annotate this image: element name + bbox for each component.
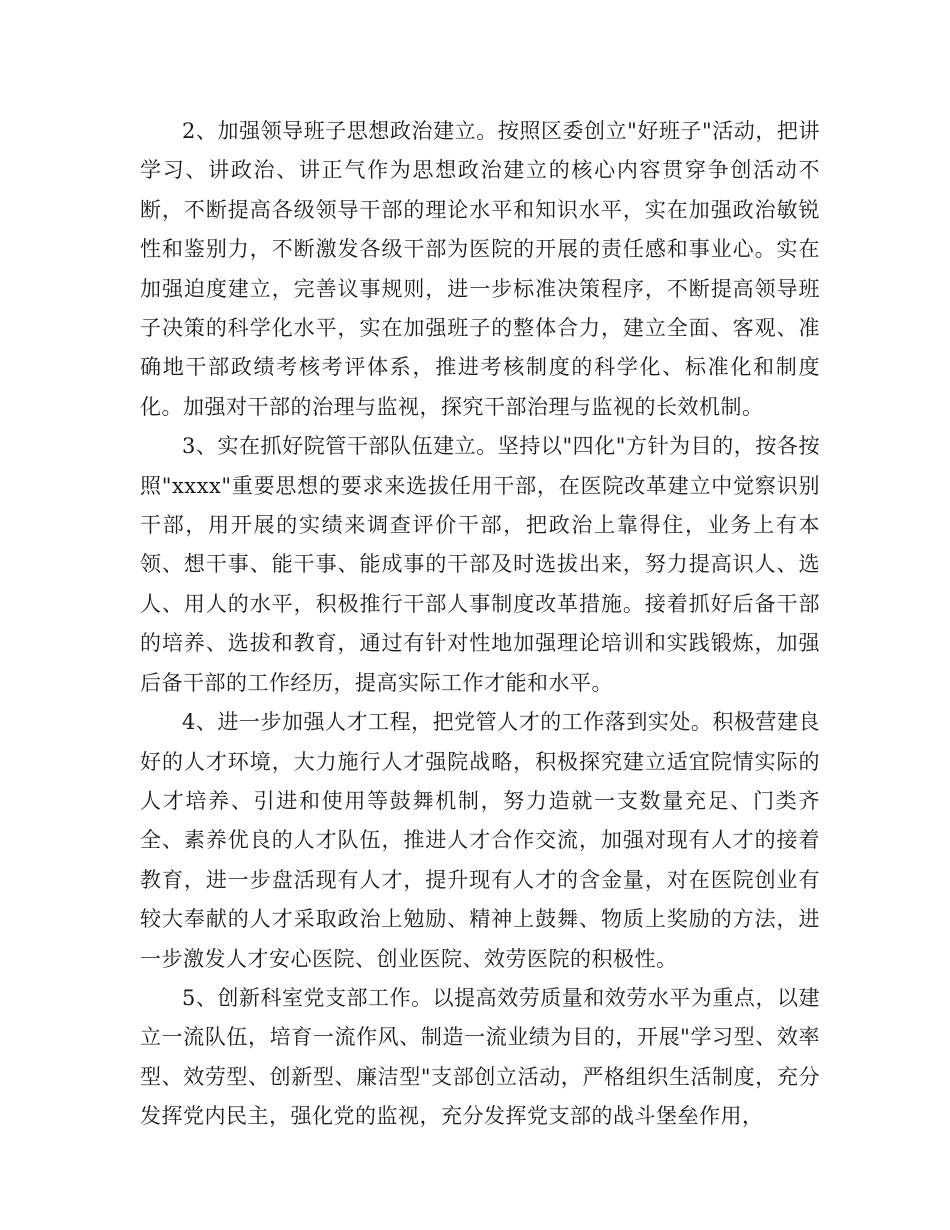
paragraph-leadership-building: 2、加强领导班子思想政治建立。按照区委创立"好班子"活动，把讲学习、讲政治、讲正气作为思想政治建立的核心内容贯穿争创活动不断，不断提高各级领导干部的理论水平和知识水平，实在加强政治敏锐性和鉴别力，不断激发各级干部为医院的开展的责任感和事业心。实在加强迫度建立，完善议事规则，进一步标准决策程序，不断提高领导班子决策的科学化水平，实在加强班子的整体合力，建立全面、客观、准确地干部政绩考核考评体系，推进考核制度的科学化、标准化和制度化。加强对干部的治理与监视，探究干部治理与监视的长效机制。 xyxy=(140,119,820,419)
paragraph-party-branch: 5、创新科室党支部工作。以提高效劳质量和效劳水平为重点，以建立一流队伍，培育一流作风、制造一流业绩为目的，开展"学习型、效率型、效劳型、创新型、廉洁型"支部创立活动，严格组织生活制度，充分发挥党内民主，强化党的监视，充分发挥党支部的战斗堡垒作用， xyxy=(140,985,820,1129)
paragraph-cadre-team: 3、实在抓好院管干部队伍建立。坚持以"四化"方针为目的，按各按照"xxxx"重要思想的要求来选拔任用干部，在医院改革建立中觉察识别干部，用开展的实绩来调查评价干部，把政治上靠得住，业务上有本领、想干事、能干事、能成事的干部及时选拔出来，努力提高识人、选人、用人的水平，积极推行干部人事制度改革措施。接着抓好后备干部的培养、选拔和教育，通过有针对性地加强理论培训和实践锻炼，加强后备干部的工作经历，提高实际工作才能和水平。 xyxy=(140,434,820,695)
document-page xyxy=(140,112,820,1137)
paragraph-talent-project: 4、进一步加强人才工程，把党管人才的工作落到实处。积极营建良好的人才环境，大力施行人才强院战略，积极探究建立适宜院情实际的人才培养、引进和使用等鼓舞机制，努力造就一支数量充足、门类齐全、素养优良的人才队伍，推进人才合作交流，加强对现有人才的接着教育，进一步盘活现有人才，提升现有人才的含金量，对在医院创业有较大奉献的人才采取政治上勉励、精神上鼓舞、物质上奖励的方法，进一步激发人才安心医院、创业医院、效劳医院的积极性。 xyxy=(140,710,820,971)
